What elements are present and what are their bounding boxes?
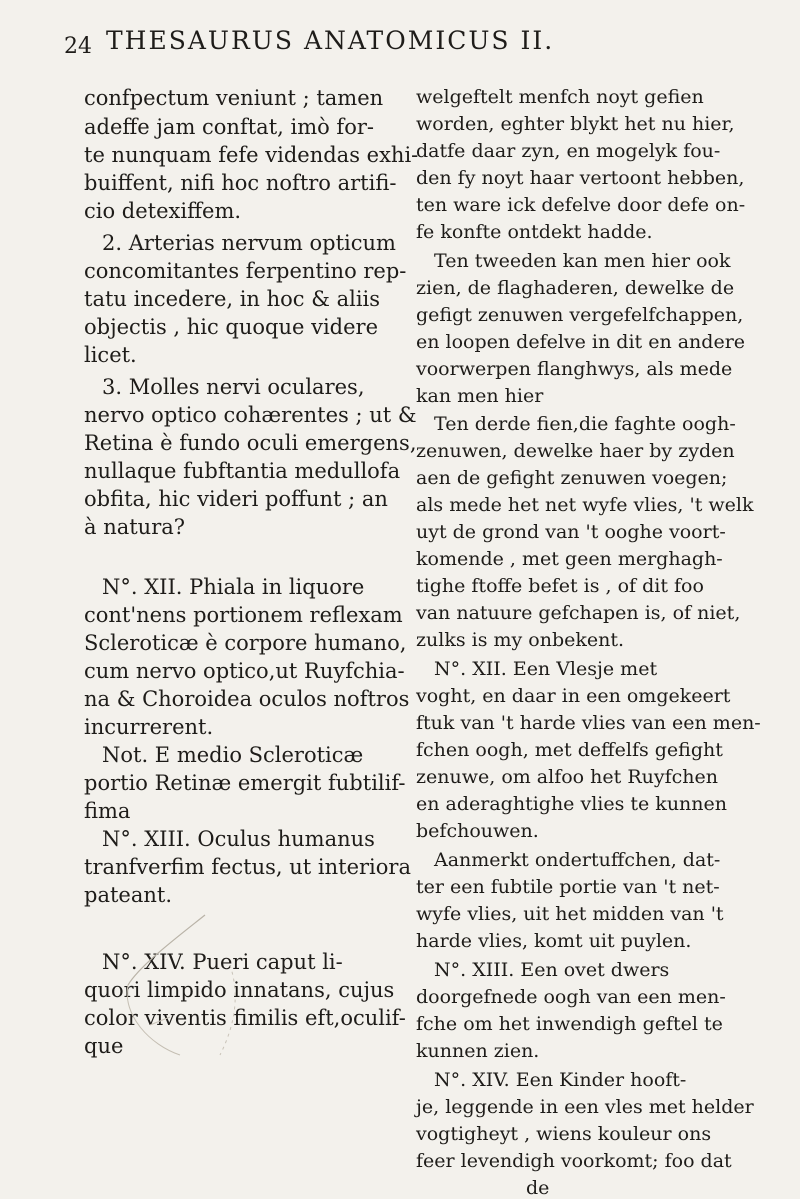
text-line: buiffent, nifi hoc noftro artifi- <box>84 171 397 195</box>
text-line: en loopen defelve in dit en andere <box>416 331 746 353</box>
text-line: vogtigheyt , wiens kouleur ons <box>416 1123 712 1145</box>
text-line: harde vlies, komt uit puylen. <box>416 930 692 952</box>
text-line: wyfe vlies, uit het midden van 't <box>416 903 724 925</box>
text-line: N°. XII. Een Vlesje met <box>434 658 658 680</box>
text-line: portio Retinæ emergit fubtilif- <box>84 771 406 795</box>
text-line: N°. XIII. Een ovet dwers <box>434 959 670 981</box>
text-line: quori limpido innatans, cujus <box>84 978 395 1002</box>
text-line: à natura? <box>84 515 186 539</box>
text-line: que <box>84 1034 124 1058</box>
text-line: kunnen zien. <box>416 1040 540 1062</box>
text-line: en aderaghtighe vlies te kunnen <box>416 793 728 815</box>
text-line: Aanmerkt ondertuffchen, dat- <box>434 849 721 871</box>
text-line: adeffe jam conftat, imò for- <box>84 115 374 139</box>
text-line: licet. <box>84 343 137 367</box>
page-number: 24 <box>64 34 92 59</box>
text-line: voght, en daar in een omgekeert <box>416 685 731 707</box>
text-line: zenuwe, om alfoo het Ruyfchen <box>416 766 718 788</box>
text-line: te nunquam fefe videndas exhi- <box>84 143 419 167</box>
text-line: obfita, hic videri poffunt ; an <box>84 487 388 511</box>
text-line: fima <box>84 799 131 823</box>
text-line: tranfverfim fectus, ut interiora <box>84 855 411 879</box>
text-line: Scleroticæ è corpore humano, <box>84 631 407 655</box>
text-line: objectis , hic quoque videre <box>84 315 379 339</box>
text-line: zenuwen, dewelke haer by zyden <box>416 440 735 462</box>
text-line: tatu incedere, in hoc & aliis <box>84 287 381 311</box>
text-line: komende , met geen merghagh- <box>416 548 723 570</box>
text-line: den fy noyt haar vertoont hebben, <box>416 167 745 189</box>
text-line: incurrerent. <box>84 715 214 739</box>
text-line: gefigt zenuwen vergefelfchappen, <box>416 304 744 326</box>
text-line: de <box>526 1177 550 1199</box>
text-line: befchouwen. <box>416 820 539 842</box>
text-line: voorwerpen flanghwys, als mede <box>416 358 733 380</box>
text-line: van natuure gefchapen is, of niet, <box>416 602 741 624</box>
text-line: je, leggende in een vles met helder <box>416 1096 754 1118</box>
text-line: fe konfte ontdekt hadde. <box>416 221 653 243</box>
text-line: welgeftelt menfch noyt gefien <box>416 86 704 108</box>
text-line: concomitantes ferpentino rep- <box>84 259 407 283</box>
text-line: Ten tweeden kan men hier ook <box>434 250 731 272</box>
text-line: fche om het inwendigh geftel te <box>416 1013 723 1035</box>
text-line: color viventis fimilis eft,oculif- <box>84 1006 406 1030</box>
page-header <box>64 20 744 60</box>
text-line: Ten derde fien,die faghte oogh- <box>434 413 736 435</box>
text-line: na & Choroidea oculos noftros <box>84 687 410 711</box>
text-line: N°. XIV. Pueri caput li- <box>102 950 343 974</box>
text-line: zulks is my onbekent. <box>416 629 625 651</box>
text-line: nullaque fubftantia medullofa <box>84 459 401 483</box>
text-line: als mede het net wyfe vlies, 't welk <box>416 494 754 516</box>
text-line: Not. E medio Scleroticæ <box>102 743 364 767</box>
text-line: 3. Molles nervi oculares, <box>102 375 365 399</box>
text-line: fchen oogh, met deffelfs gefight <box>416 739 723 761</box>
text-line: datfe daar zyn, en mogelyk fou- <box>416 140 721 162</box>
text-line: worden, eghter blykt het nu hier, <box>416 113 735 135</box>
text-line: nervo optico cohærentes ; ut & <box>84 403 417 427</box>
text-line: doorgefnede oogh van een men- <box>416 986 726 1008</box>
text-line: Retina è fundo oculi emergens, <box>84 431 417 455</box>
text-line: ten ware ick defelve door defe on- <box>416 194 746 216</box>
text-line: N°. XIII. Oculus humanus <box>102 827 375 851</box>
text-line: confpectum veniunt ; tamen <box>84 86 384 110</box>
text-line: cio detexiffem. <box>84 199 242 223</box>
text-line: N°. XII. Phiala in liquore <box>102 575 365 599</box>
text-line: cum nervo optico,ut Ruyfchia- <box>84 659 405 683</box>
text-line: cont'nens portionem reflexam <box>84 603 403 627</box>
page-stain-mark <box>110 905 300 1065</box>
text-line: ter een fubtile portie van 't net- <box>416 876 720 898</box>
text-line: uyt de grond van 't ooghe voort- <box>416 521 726 543</box>
running-title: THESAURUS ANATOMICUS II. <box>106 26 555 55</box>
text-line: tighe ftoffe befet is , of dit foo <box>416 575 704 597</box>
text-line: N°. XIV. Een Kinder hooft- <box>434 1069 687 1091</box>
text-line: pateant. <box>84 883 172 907</box>
text-line: feer levendigh voorkomt; foo dat <box>416 1150 732 1172</box>
text-line: zien, de flaghaderen, dewelke de <box>416 277 735 299</box>
text-line: aen de gefight zenuwen voegen; <box>416 467 728 489</box>
text-line: kan men hier <box>416 385 544 407</box>
text-line: ftuk van 't harde vlies van een men- <box>416 712 761 734</box>
text-line: 2. Arterias nervum opticum <box>102 231 396 255</box>
